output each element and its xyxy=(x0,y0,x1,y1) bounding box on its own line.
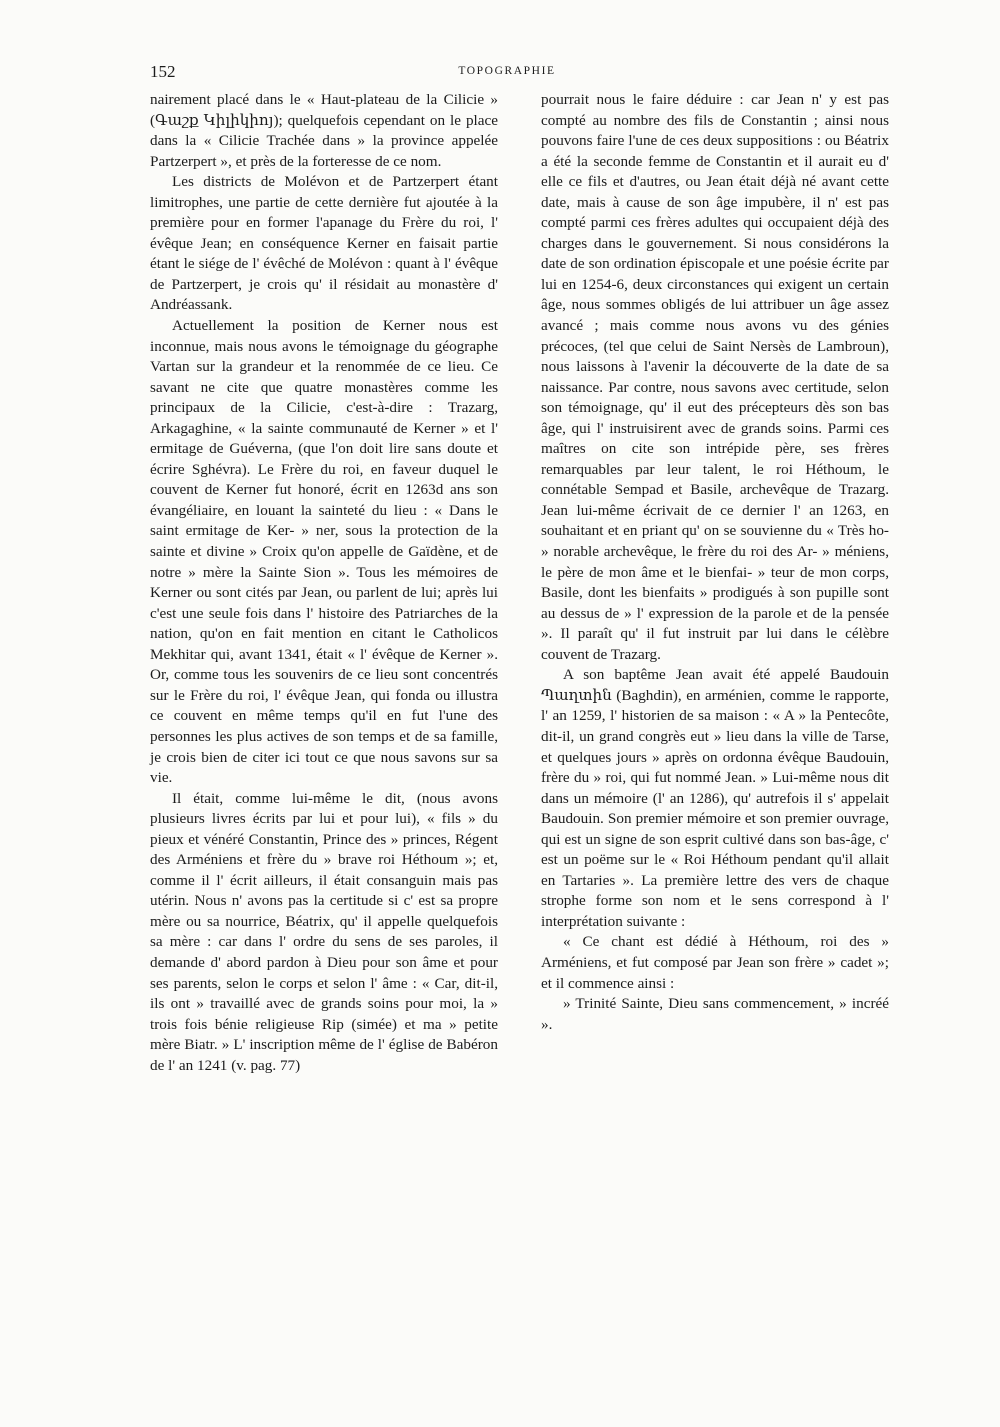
paragraph: nairement placé dans le « Haut-plateau de la Cilicie » (Գաշք Կիլիկիոյ); quelquefois cependant on le place dans la « Cilicie Trachée dans » la province appelée Partzerpert », et près de la forteresse de ce nom. xyxy=(150,91,498,170)
paragraph: Actuellement la position de Kerner nous est inconnue, mais nous avons le témoignage du géographe Vartan sur la grandeur et la renommée de ce lieu. Ce savant ne cite que quatre monastères comme les principaux de la Cilicie, c'est-à-dire : Trazarg, Arkagaghine, « la sainte communauté de Kerner » et l' ermitage de Guéverna, (que l'on doit lire sans doute et écrire Sghévra). Le Frère du roi, en faveur duquel le couvent de Kerner fut honoré, écrit en 1263d ans son évangéliaire, en louant la sainteté du lieu : « Dans le saint ermitage de Ker- » ner, sous la protection de la sainte et divine » Croix qu'on appelle de Gaïdène, et de notre » mère la Sainte Sion ». Tous les mémoires de Kerner ou sont cités par Jean, ou parlent de lui; après lui c'est une seule fois dans l' histoire des Patriarches de la nation, qu'on en fait mention en citant le Catholicos Mekhitar qui, avant 1341, était « l' évêque de Kerner ». Or, comme tous les souvenirs de ce lieu sont concentrés sur le Frère du roi, l' évêque Jean, qui fonda ou illustra ce couvent en même temps qu'il en fut l'une des personnes les plus actives de son temps et de sa famille, je crois bien de citer ici tout ce que nous savons sur sa vie. xyxy=(150,317,498,787)
page-number: 152 xyxy=(150,62,176,81)
paragraph: » Trinité Sainte, Dieu sans commencement, » incréé ». xyxy=(541,995,889,1033)
page-header xyxy=(150,62,864,84)
paragraph: Il était, comme lui-même le dit, (nous avons plusieurs livres écrits par lui et pour lui), « fils » du pieux et vénéré Constantin, Prince des » princes, Régent des Arméniens et frère du » brave roi Héthoum »; et, comme il l' écrit ailleurs, il était consanguin mais pas utérin. Nous n' avons pas la certitude si c' est sa propre mère ou sa nourrice, Béatrix, qu' il appelle quelquefois sa mère : car dans l' ordre du sens de ses paroles, il demande d' abord pardon à Dieu pour son âme et pour ses parents, selon le corps et selon l' âme : « Car, dit-il, ils ont » travaillé avec de grands soins pour moi, la » trois fois bénie religieuse Rip (simée) et ma » petite mère Biatr. » L' inscription même de l' église de Babéron de l' an 1241 (v. pag. 77) xyxy=(150,789,498,1074)
left-column xyxy=(150,90,498,1076)
paragraph: A son baptême Jean avait été appelé Baudouin Պաղտին (Baghdin), en arménien, comme le rapporte, l' an 1259, l' historien de sa maison : « A » la Pentecôte, dit-il, un grand congrès eut » lieu dans la ville de Tarse, et quelques jours » après on ordonna évêque Baudouin, frère du » roi, qui fut nommé Jean. » Lui-même nous dit dans un mémoire (l' an 1286), qu' autrefois il s' appelait Baudouin. Son premier mémoire et son premier ouvrage, qui est un signe de son esprit cultivé dans son bas-âge, c' est un poëme sur le « Roi Héthoum pendant qu'il allait en Tartaries ». La première lettre des vers de chaque strophe forme son nom et le sens correspond à l' interprétation suivante : xyxy=(541,666,889,930)
paragraph: « Ce chant est dédié à Héthoum, roi des » Arméniens, et fut composé par Jean son frère » cadet »; et il commence ainsi : xyxy=(541,933,889,992)
running-title: TOPOGRAPHIE xyxy=(458,65,556,77)
right-column xyxy=(541,90,889,1035)
paragraph: Les districts de Molévon et de Partzerpert étant limitrophes, une partie de cette dernière fut ajoutée à la première pour en former l'apanage du Frère du roi, l' évêque Jean; en conséquence Kerner en faisait partie étant le siége de l' évêché de Molévon : quant à l' évêque de Partzerpert, je crois qu' il résidait au monastère d' Andréassank. xyxy=(150,173,498,314)
paragraph: pourrait nous le faire déduire : car Jean n' y est pas compté au nombre des fils de Constantin ; ainsi nous pouvons faire l'une de ces deux suppositions : ou Béatrix a été la seconde femme de Constantin et il aurait eu d' elle ce fils et d'autres, ou Jean était déjà né avant cette date, mais à cause de son âge impubère, il n' est pas compté parmi ces frères adultes qui occupaient déjà des charges dans le gouvernement. Si nous considérons la date de son ordination épiscopale et une poésie écrite par lui en 1254-6, deux circonstances qui exigent un certain âge, nous sommes obligés de lui attribuer un âge assez avancé ; mais comme nous avons vu des génies précoces, (tel que celui de Saint Nersès de Lambroun), nous laissons à l'avenir la découverte de la date de sa naissance. Par contre, nous savons avec certitude, selon son témoignage, qu' il eut des précepteurs dès son bas âge, qui l' instruisirent avec de grands soins. Parmi ces maîtres on cite son intrépide père, ses frères remarquables par leur talent, le roi Héthoum, le connétable Sempad et Basile, archevêque de Trazarg. Jean lui-même écrivait de ce dernier l' an 1263, en souhaitant et en priant qu' on se souvienne du « Très ho- » norable archevêque, le frère du roi des Ar- » méniens, le père de mon âme et le bienfai- » teur de mon corps, Basile, dont les bienfaits » prodigués à son pupille sont au dessus de » l' expression de la parole et de la pensée ». Il paraît qu' il fut instruit par lui dans le célèbre couvent de Trazarg. xyxy=(541,91,889,663)
